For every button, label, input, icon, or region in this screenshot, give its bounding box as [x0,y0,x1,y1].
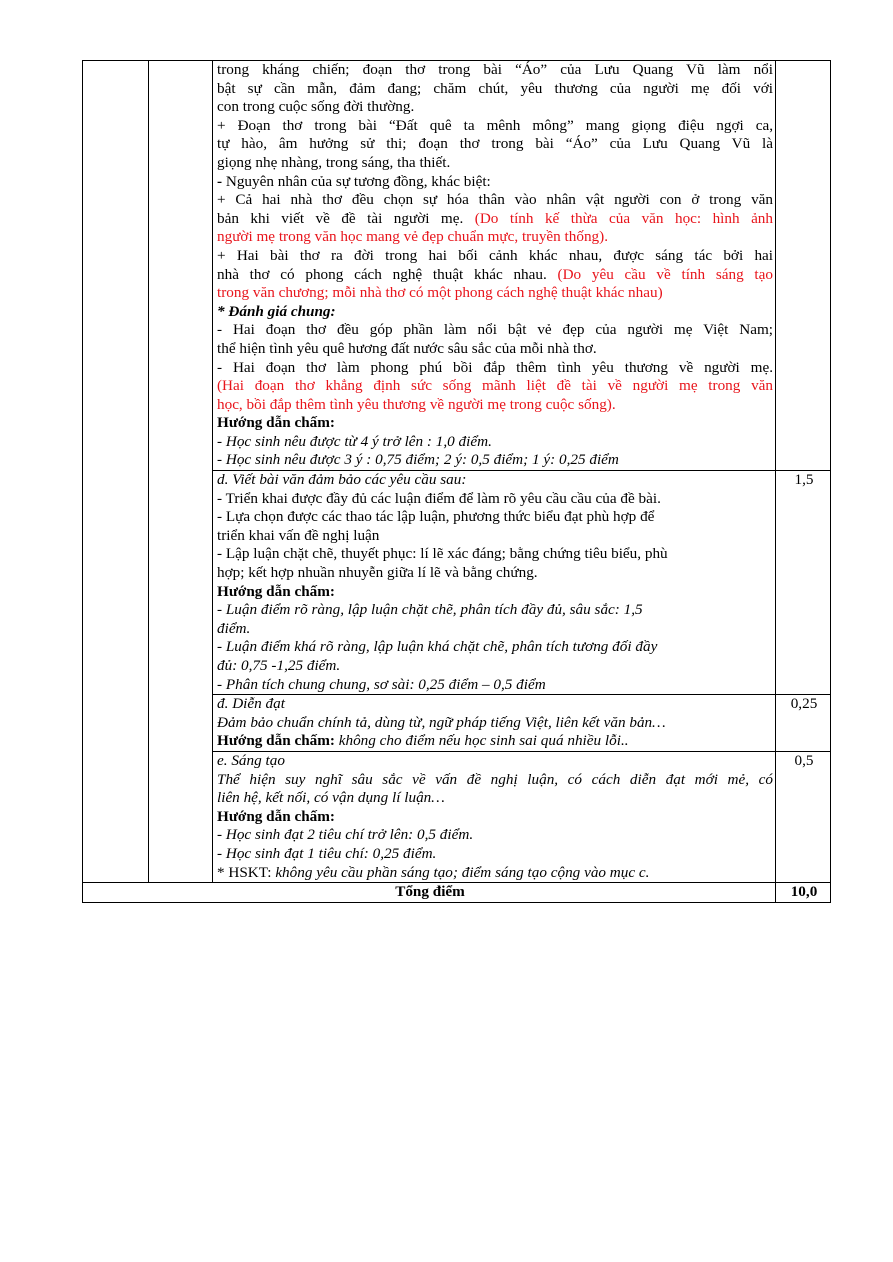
text-line: bản khi viết về đề tài người mẹ. (Do tính kế thừa của văn học: hình ảnh [217,209,773,227]
cell-part-d-content [213,471,776,695]
guide-line: đủ: 0,75 -1,25 điểm. [217,657,341,674]
text-line: + Cả hai nhà thơ đều chọn sự hóa thân vào nhân vật người con ở trong văn [217,191,773,209]
guide-line: Hướng dẫn chấm: không cho điểm nếu học sinh sai quá nhiều lỗi.. [217,732,629,750]
part-d-heading: d. Viết bài văn đảm bảo các yêu cầu sau: [217,471,467,489]
guide-line: - Học sinh nêu được từ 4 ý trở lên : 1,0 điểm. [217,432,492,450]
text-line: + Đoạn thơ trong bài “Đất quê ta mênh mông” mang giọng điệu ngợi ca, [217,116,773,134]
text-line: Đảm bảo chuẩn chính tả, dùng từ, ngữ pháp tiếng Việt, liên kết văn bản… [217,713,666,731]
text-line: tự hào, âm hưởng sử thi; đoạn thơ trong bài “Áo” của Lưu Quang Vũ là [217,135,773,153]
row-total [83,883,831,903]
text-line: nhà thơ có phong cách nghệ thuật khác nhau. (Do yêu cầu về tính sáng tạo [217,265,773,283]
reason-heading: - Nguyên nhân của sự tương đồng, khác biệt: [217,172,491,190]
guide-line: - Phân tích chung chung, sơ sài: 0,25 điểm – 0,5 điểm [217,675,546,693]
cell-question-number [149,61,213,883]
part-e-score: 0,5 [776,751,831,882]
red-note: học, bồi đắp thêm tình yêu thương về người mẹ trong cuộc sống). [217,395,616,413]
text-line: - Hai đoạn thơ làm phong phú bồi đắp thêm tình yêu thương về người mẹ. [217,358,773,376]
part-e-heading: e. Sáng tạo [217,751,285,769]
text-line: - Hai đoạn thơ đều góp phần làm nổi bật vẻ đẹp của người mẹ Việt Nam; [217,321,773,339]
cell-part-c-score [776,61,831,471]
text-line: - Lập luận chặt chẽ, thuyết phục: lí lẽ xác đáng; bằng chứng tiêu biểu, phù [217,545,668,563]
red-note: (Do tính kế thừa của văn học: hình ảnh [474,209,773,227]
total-label: Tổng điểm [83,883,776,903]
text-line: triển khai vấn đề nghị luận [217,526,380,544]
guide-line: - Học sinh đạt 1 tiêu chí: 0,25 điểm. [217,844,437,862]
guide-line: - Luận điểm khá rõ ràng, lập luận khá chặt chẽ, phân tích tương đối đầy [217,638,658,656]
cell-part-e-content [213,751,776,882]
guide-heading: Hướng dẫn chấm: [217,582,335,600]
hskt-note: * HSKT: không yêu cầu phần sáng tạo; điểm sáng tạo cộng vào mục c. [217,863,650,881]
text-line: + Hai bài thơ ra đời trong hai bối cảnh khác nhau, được sáng tác bởi hai [217,246,773,264]
guide-line: - Học sinh nêu được 3 ý : 0,75 điểm; 2 ý: 0,5 điểm; 1 ý: 0,25 điểm [217,451,619,469]
part-dd-heading: đ. Diễn đạt [217,695,285,713]
total-score: 10,0 [776,883,831,903]
text-line: thể hiện tình yêu quê hương đất nước sâu sắc của mỗi nhà thơ. [217,339,597,357]
cell-part-c-content [213,61,776,471]
text-line: con trong cuộc sống đời thường. [217,98,415,116]
text-line: bật sự cần mẫn, đảm đang; chăm chút, yêu thương của người mẹ đối với [217,79,773,97]
part-dd-score: 0,25 [776,695,831,752]
red-note: trong văn chương; mỗi nhà thơ có một phong cách nghệ thuật khác nhau) [217,284,663,302]
guide-line: điểm. [217,619,251,637]
guide-line: - Luận điểm rõ ràng, lập luận chặt chẽ, phân tích đầy đủ, sâu sắc: 1,5 [217,601,643,619]
cell-part-number [83,61,149,883]
text-line: liên hệ, kết nối, có vận dụng lí luận… [217,789,445,807]
part-d-score: 1,5 [776,471,831,695]
guide-heading: Hướng dẫn chấm: [217,414,335,432]
cell-part-dd-content [213,695,776,752]
text-line: - Triển khai được đầy đủ các luận điểm để làm rõ yêu cầu cầu của đề bài. [217,489,661,507]
general-heading: * Đánh giá chung: [217,302,336,320]
text-line: trong kháng chiến; đoạn thơ trong bài “Áo” của Lưu Quang Vũ làm nổi [217,61,773,78]
text-line: Thể hiện suy nghĩ sâu sắc về vấn đề nghị luận, có cách diễn đạt mới mẻ, có [217,770,773,788]
guide-heading: Hướng dẫn chấm: [217,807,335,825]
guide-line: - Học sinh đạt 2 tiêu chí trở lên: 0,5 điểm. [217,826,474,844]
red-note: người mẹ trong văn học mang vẻ đẹp chuẩn mực, truyền thống). [217,228,609,246]
grading-table [82,60,831,903]
text-line: giọng nhẹ nhàng, trong sáng, tha thiết. [217,153,451,171]
row-part-c-continued [83,61,831,471]
guide-heading: Hướng dẫn chấm: [217,732,335,750]
red-note: (Do yêu cầu về tính sáng tạo [557,265,773,283]
text-line: - Lựa chọn được các thao tác lập luận, phương thức biểu đạt phù hợp để [217,508,655,526]
red-note: (Hai đoạn thơ khẳng định sức sống mãnh liệt đề tài về người mẹ trong văn [217,377,773,395]
text-line: hợp; kết hợp nhuần nhuyễn giữa lí lẽ và bằng chứng. [217,564,538,582]
